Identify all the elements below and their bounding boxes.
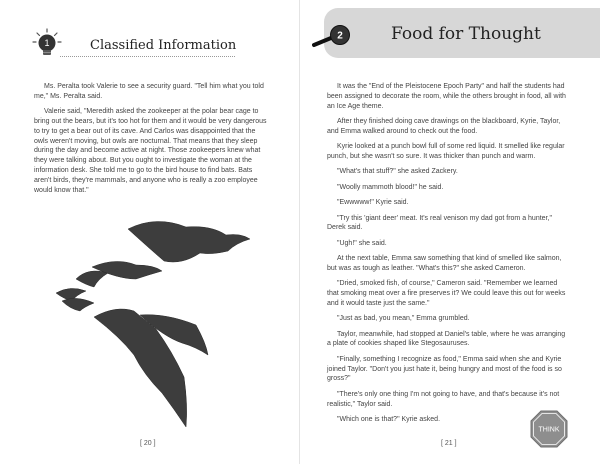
paragraph: After they finished doing cave drawings on the blackboard, Kyrie, Taylor, and Emma walked around to check out the food. — [327, 117, 561, 135]
chapter-title: Classified Information — [90, 38, 237, 53]
paragraph: "Try this 'giant deer' meat. It's real venison my dad got from a hunter," Derek said. — [327, 214, 552, 232]
paragraph: Valerie said, "Meredith asked the zookeeper at the polar bear cage to bring out the bears, but it's too hot for them and it would be very dangerous to try to get a bear out of its cave. And Carlos was disappointed that the owls weren't moving, but owls are nocturnal. That means that they sleep during the day and become active at night. Those zookeepers knew what they were talking about. But you ought to investigate the woman at the information desk. She told me to go to the bird house to find bats. Bats aren't birds, they're mammals, and anyone who is really a zoo employee would know that." — [34, 108, 267, 194]
paragraph: It was the "End of the Pleistocene Epoch Party" and half the students had been assigned to decorate the room, while the others brought in food, all with an Ice Age theme. — [327, 83, 566, 110]
paragraph: "There's only one thing I'm not going to have, and that's because it's not realistic," Taylor said. — [327, 390, 560, 408]
paragraph: "Woolly mammoth blood!" he said. — [337, 183, 444, 191]
paragraph: "What's that stuff?" she asked Zackery. — [337, 168, 458, 176]
chapter-number: 2 — [337, 30, 343, 42]
body-text — [327, 82, 567, 430]
bats-illustration — [36, 205, 284, 447]
paragraph: "Just as bad, you mean," Emma grumbled. — [337, 315, 470, 323]
paragraph: Kyrie looked at a punch bowl full of some red liquid. It smelled like regular punch, but she wasn't so sure. It was thicker than punch and warm. — [327, 143, 565, 160]
paragraph: "Dried, smoked fish, of course," Cameron said. "Remember we learned that smoking meat over a fire preserves it? We could leave this out for weeks and it would taste just the same." — [327, 280, 566, 307]
paragraph: "Finally, something I recognize as food," Emma said when she and Kyrie joined Taylor. "Don't you just hate it, being hungry and most of the food is so gross?" — [327, 355, 562, 383]
body-text — [34, 82, 270, 201]
lightbulb-icon — [32, 28, 62, 58]
title-divider — [60, 56, 235, 57]
page-number: [ 20 ] — [140, 440, 156, 447]
paragraph: Ms. Peralta took Valerie to see a security guard. "Tell him what you told me," Ms. Peralta said. — [34, 83, 264, 100]
paragraph: At the next table, Emma saw something that kind of smelled like salmon, but was as tough as leather. "What's this?" she asked Cameron. — [327, 255, 562, 272]
page-number: [ 21 ] — [441, 440, 457, 447]
paragraph: Taylor, meanwhile, had stopped at Daniel's table, where he was arranging a plate of cookies shaped like Stegosauruses. — [327, 330, 566, 348]
magnifying-glass-icon — [312, 24, 352, 48]
paragraph: "Ugh!" she said. — [337, 239, 387, 247]
chapter-title: Food for Thought — [391, 24, 541, 44]
stop-sign-label: THINK — [538, 426, 560, 434]
chapter-number: 1 — [44, 38, 50, 49]
paragraph: "Ewwwww!" Kyrie said. — [337, 199, 409, 207]
paragraph: "Which one is that?" Kyrie asked. — [337, 416, 441, 424]
think-stop-sign-icon — [530, 410, 568, 448]
